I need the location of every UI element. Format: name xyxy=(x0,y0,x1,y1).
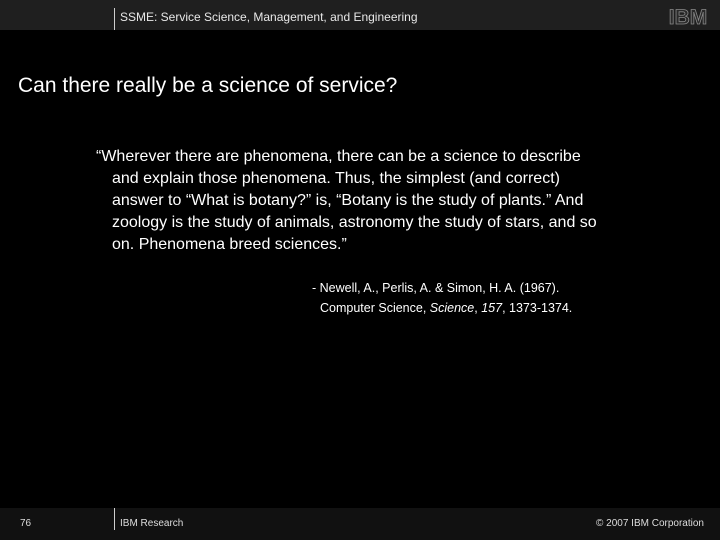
quote-line: on. Phenomena breed sciences.” xyxy=(112,236,347,253)
citation-volume: 157 xyxy=(481,301,503,315)
citation-authors: - Newell, A., Perlis, A. & Simon, H. A. (1967). xyxy=(312,281,560,295)
slide-title: Can there really be a science of service? xyxy=(18,74,398,97)
citation-source xyxy=(312,298,572,318)
header-title: SSME: Service Science, Management, and Engineering xyxy=(120,10,418,24)
citation-journal: Science xyxy=(429,301,475,315)
quote-line: “Wherever there are phenomena, there can be a science to describe xyxy=(96,148,581,165)
footer-divider xyxy=(114,508,115,530)
quote-line: zoology is the study of animals, astronomy the study of stars, and so xyxy=(112,214,597,231)
quote-block xyxy=(96,146,676,256)
header-bar xyxy=(0,0,720,30)
quote-line: answer to “What is botany?” is, “Botany is the study of plants.” And xyxy=(112,192,584,209)
header-divider xyxy=(114,8,115,30)
citation-sep: , xyxy=(474,301,482,315)
citation-pages: , 1373-1374. xyxy=(502,301,573,315)
copyright: © 2007 IBM Corporation xyxy=(596,518,704,529)
svg-text:IBM: IBM xyxy=(668,6,708,27)
footer-bar xyxy=(0,508,720,540)
citation xyxy=(312,278,572,318)
citation-title: Computer Science, xyxy=(320,301,430,315)
ibm-logo xyxy=(660,5,716,27)
quote-line: and explain those phenomena. Thus, the simplest (and correct) xyxy=(112,170,560,187)
footer-org: IBM Research xyxy=(120,518,184,529)
page-number: 76 xyxy=(20,518,32,529)
